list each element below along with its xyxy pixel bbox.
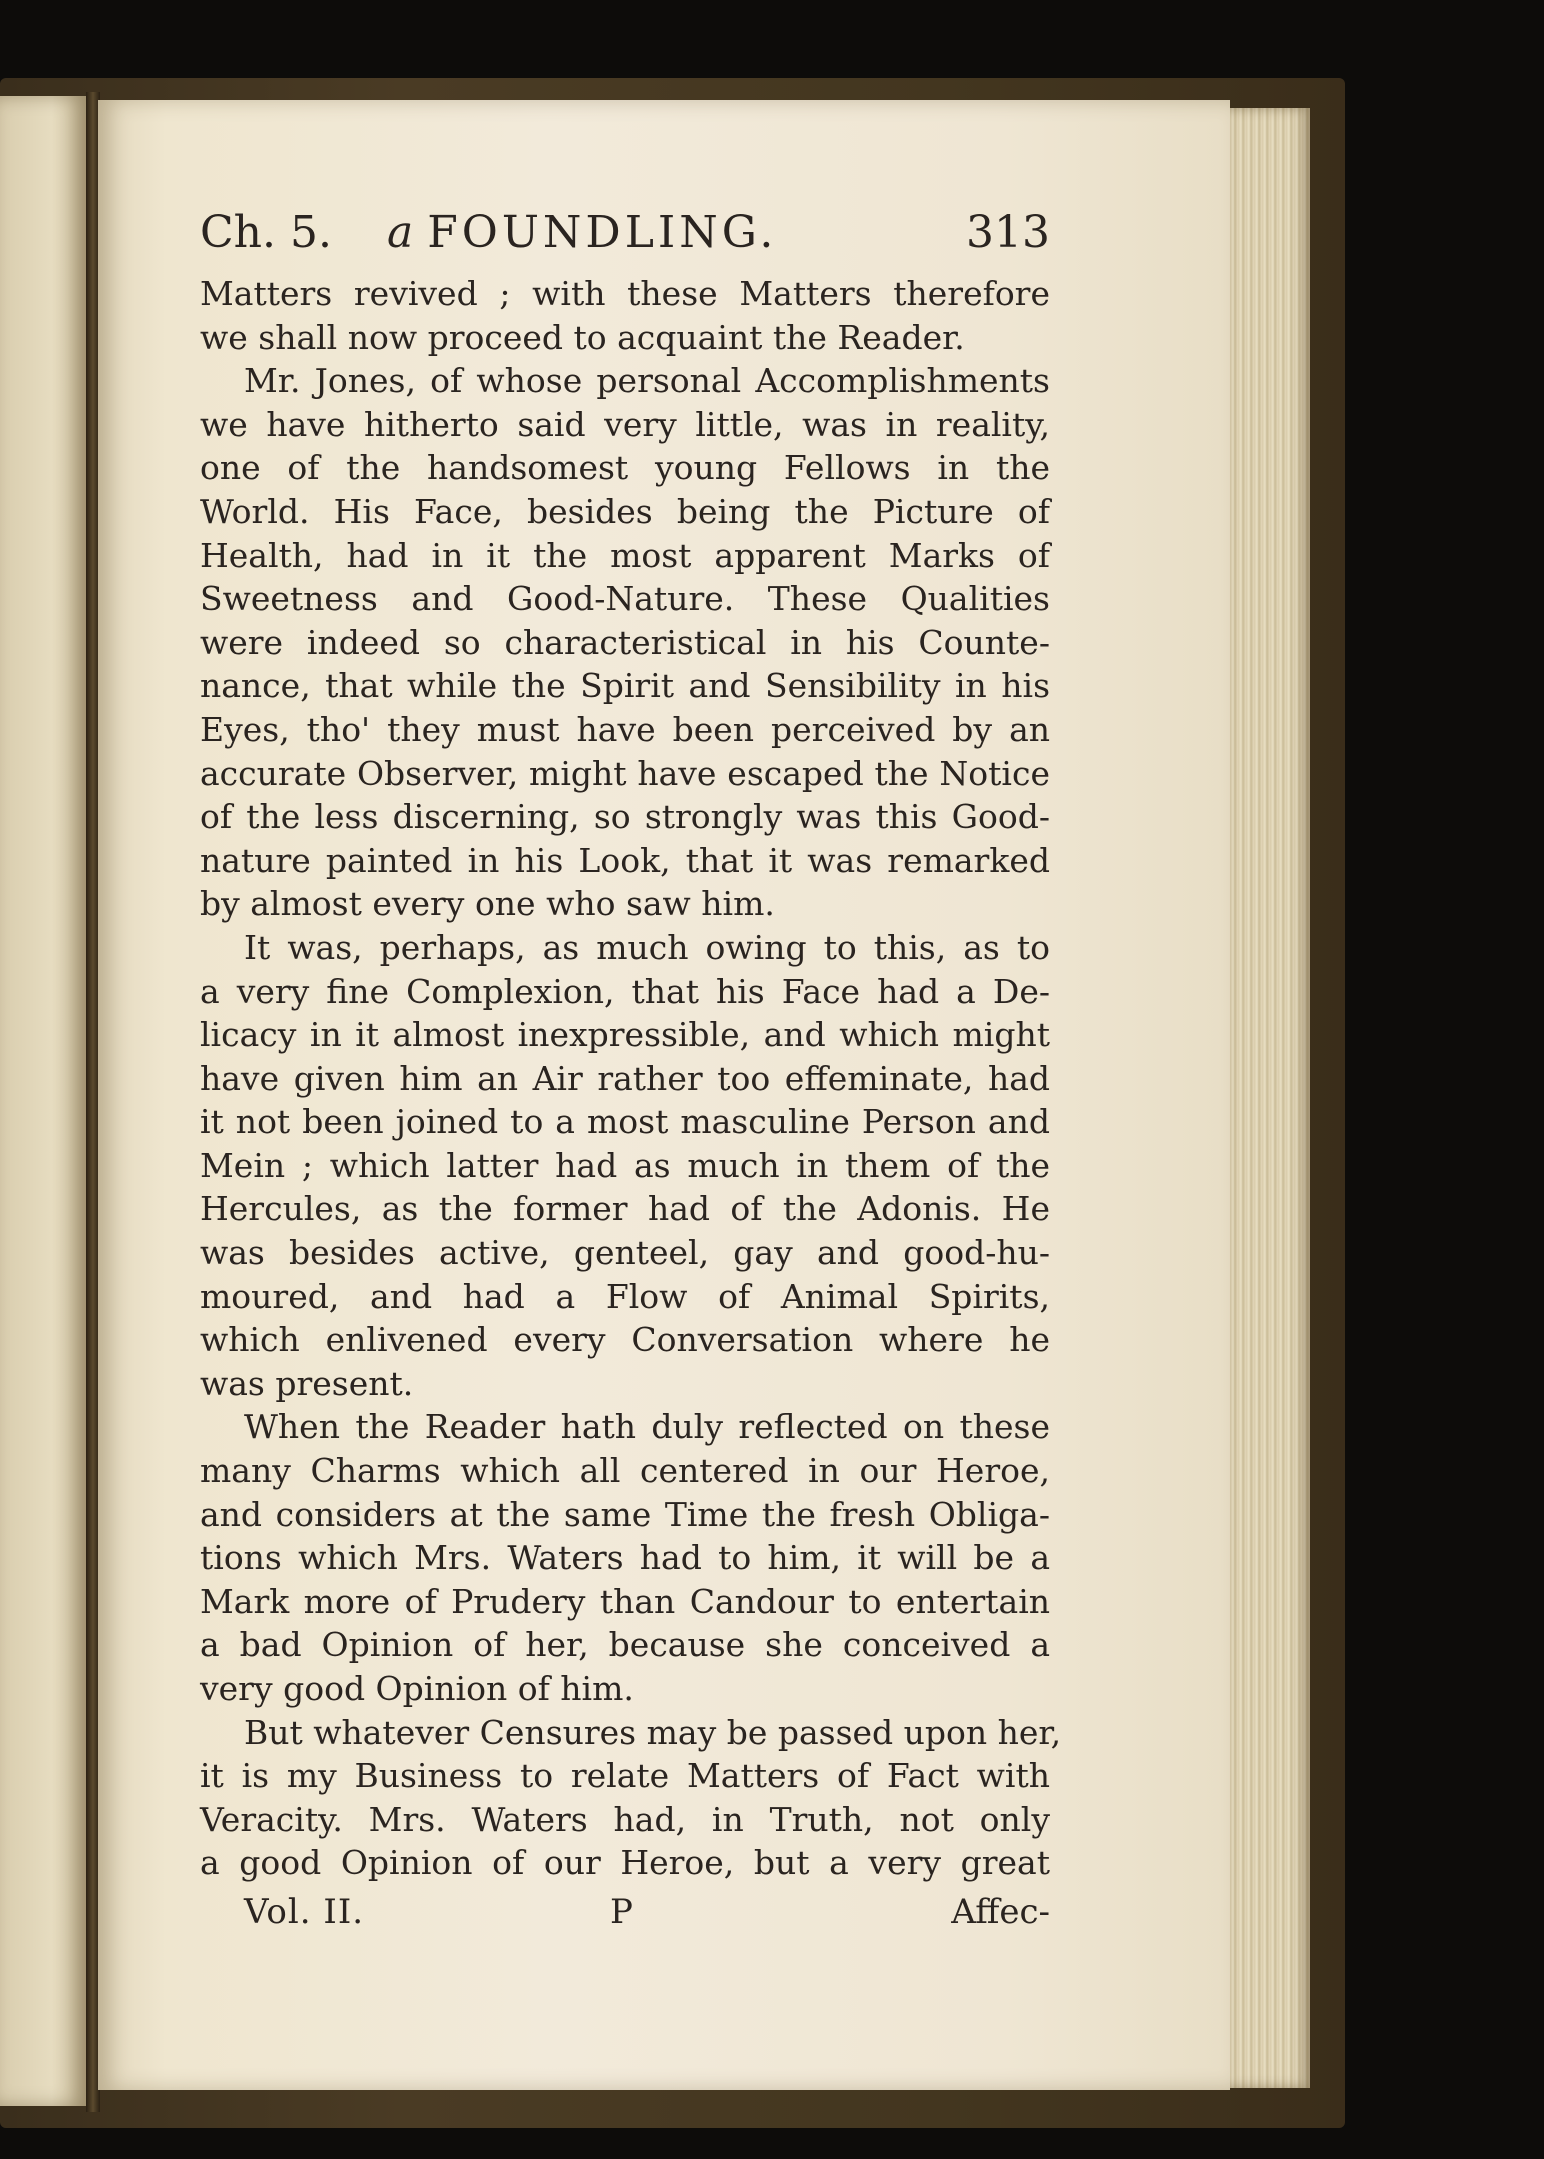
footer-signature-mark: P: [610, 1892, 633, 1932]
text-line: Eyes, tho' they must have been perceived by an: [200, 709, 1050, 749]
footer-catchword: Affec-: [951, 1892, 1050, 1932]
text-line: have given him an Air rather too effeminate, had: [200, 1058, 1050, 1098]
text-line: a bad Opinion of her, because she conceived a: [200, 1625, 1050, 1665]
text-line: it is my Business to relate Matters of Fact with: [200, 1756, 1050, 1796]
text-line: was present.: [200, 1363, 414, 1403]
running-head-book-title: FOUNDLING.: [427, 207, 778, 258]
text-line: Veracity. Mrs. Waters had, in Truth, not only: [200, 1799, 1050, 1839]
page-number: 313: [966, 207, 1050, 258]
text-line: we have hitherto said very little, was in reality,: [200, 404, 1050, 444]
text-line: which enlivened every Conversation where he: [200, 1320, 1050, 1360]
text-line: accurate Observer, might have escaped the Notice: [200, 753, 1050, 793]
running-head-article: a: [387, 207, 414, 258]
left-page-edge: [0, 96, 86, 2106]
text-line: very good Opinion of him.: [200, 1669, 634, 1708]
text-line: Hercules, as the former had of the Adonis. He: [200, 1189, 1050, 1229]
text-line: Sweetness and Good-Nature. These Qualities: [200, 579, 1050, 619]
running-head-title: [387, 198, 777, 268]
text-line: World. His Face, besides being the Picture of: [200, 491, 1050, 531]
page-fore-edge: [1230, 108, 1310, 2088]
footer-volume: Vol. II.: [244, 1892, 365, 1932]
text-line: It was, perhaps, as much owing to this, as to: [244, 927, 1050, 967]
text-line: it not been joined to a most masculine Person and: [200, 1102, 1050, 1142]
text-line: Mein ; which latter had as much in them of the: [200, 1145, 1050, 1185]
page-text-block: [200, 198, 1062, 1998]
text-line: Health, had in it the most apparent Marks of: [200, 535, 1050, 575]
text-line: were indeed so characteristical in his Counte-: [200, 622, 1050, 662]
text-line: a very fine Complexion, that his Face had a De-: [200, 971, 1050, 1011]
running-head-chapter: Ch. 5.: [200, 207, 332, 258]
text-line: one of the handsomest young Fellows in the: [200, 448, 1050, 488]
page-footer: [200, 1888, 1050, 1936]
text-line: moured, and had a Flow of Animal Spirits,: [200, 1276, 1050, 1316]
text-line: of the less discerning, so strongly was this Good-: [200, 797, 1050, 837]
text-line: Mr. Jones, of whose personal Accomplishments: [244, 361, 1050, 401]
running-head: [200, 198, 1050, 268]
text-line: and considers at the same Time the fresh Obliga-: [200, 1494, 1050, 1534]
text-line: tions which Mrs. Waters had to him, it will be a: [200, 1538, 1050, 1578]
text-line: When the Reader hath duly reflected on these: [244, 1407, 1050, 1447]
text-line: we shall now proceed to acquaint the Reader.: [200, 317, 965, 357]
body-text: [200, 272, 1062, 1885]
text-line: a good Opinion of our Heroe, but a very great: [200, 1843, 1050, 1883]
text-line: nature painted in his Look, that it was remarked: [200, 840, 1050, 880]
text-line: Matters revived ; with these Matters therefore: [200, 274, 1050, 313]
text-line: nance, that while the Spirit and Sensibility in his: [200, 666, 1050, 706]
text-line: many Charms which all centered in our Heroe,: [200, 1451, 1050, 1491]
text-line: Mark more of Prudery than Candour to entertain: [200, 1581, 1050, 1621]
text-line: licacy in it almost inexpressible, and which might: [200, 1015, 1050, 1055]
text-line: was besides active, genteel, gay and good-hu-: [200, 1233, 1050, 1273]
text-line: by almost every one who saw him.: [200, 884, 775, 924]
text-line: But whatever Censures may be passed upon her,: [244, 1712, 1062, 1752]
